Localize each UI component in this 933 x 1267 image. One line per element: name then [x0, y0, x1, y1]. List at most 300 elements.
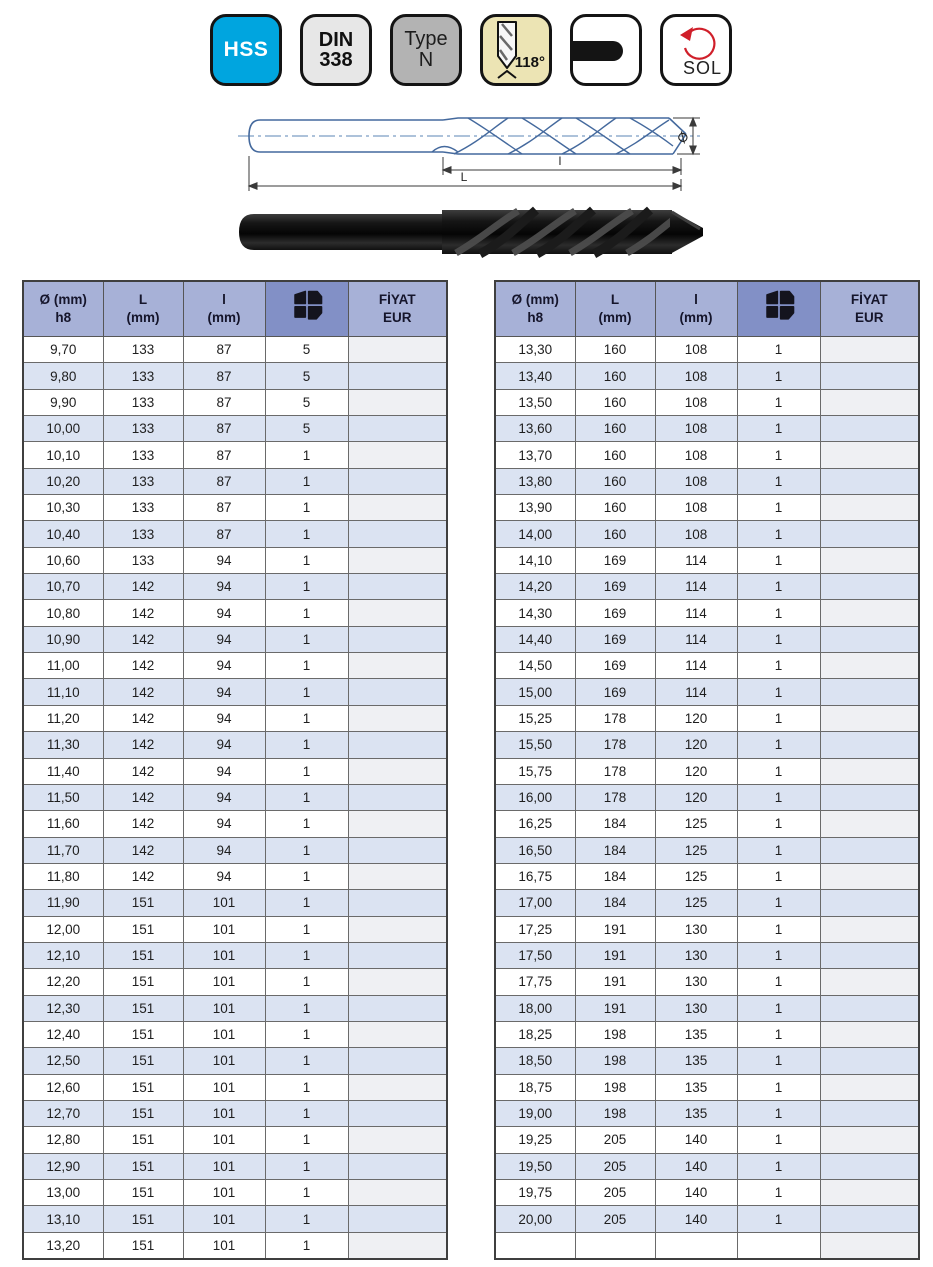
diameter-cell: 12,70	[23, 1100, 103, 1126]
price-cell	[348, 784, 447, 810]
table-row	[495, 784, 919, 810]
pack-qty-cell: 1	[265, 1100, 348, 1126]
header-row	[23, 281, 447, 337]
total-length-cell: 142	[103, 600, 183, 626]
table-row	[23, 995, 447, 1021]
package-quantity-icon	[760, 289, 798, 323]
diameter-cell: 14,50	[495, 653, 575, 679]
total-length-cell: 198	[575, 1021, 655, 1047]
header-row	[495, 281, 919, 337]
flute-length-cell: 108	[655, 521, 737, 547]
price-cell	[820, 468, 919, 494]
price-cell	[820, 389, 919, 415]
col-header-pack-qty	[737, 281, 820, 337]
table-row	[23, 837, 447, 863]
pack-qty-cell: 1	[737, 732, 820, 758]
diameter-cell: 18,50	[495, 1048, 575, 1074]
total-length-cell: 178	[575, 705, 655, 731]
table-row	[495, 600, 919, 626]
col-header-total-length: L (mm)	[103, 281, 183, 337]
price-cell	[348, 1100, 447, 1126]
flute-length-cell: 108	[655, 363, 737, 389]
pack-qty-cell: 1	[737, 863, 820, 889]
table-row	[495, 679, 919, 705]
pack-qty-cell: 1	[737, 837, 820, 863]
table-row	[495, 495, 919, 521]
diameter-cell: 10,60	[23, 547, 103, 573]
total-length-cell: 205	[575, 1153, 655, 1179]
pack-qty-cell: 1	[737, 705, 820, 731]
price-cell	[820, 1021, 919, 1047]
price-cell	[820, 600, 919, 626]
pack-qty-cell: 1	[265, 1153, 348, 1179]
flute-length-cell: 101	[183, 1180, 265, 1206]
diameter-cell: 11,00	[23, 653, 103, 679]
diameter-cell: 15,50	[495, 732, 575, 758]
price-cell	[348, 1048, 447, 1074]
pack-qty-cell: 1	[737, 995, 820, 1021]
table-row	[23, 784, 447, 810]
pack-qty-cell: 1	[737, 784, 820, 810]
total-length-cell: 142	[103, 863, 183, 889]
diameter-cell: 13,10	[23, 1206, 103, 1232]
total-length-cell: 151	[103, 995, 183, 1021]
flute-length-cell: 125	[655, 811, 737, 837]
table-row	[495, 837, 919, 863]
total-length-cell: 142	[103, 837, 183, 863]
flute-length-cell: 94	[183, 626, 265, 652]
flute-length-cell: 130	[655, 995, 737, 1021]
pack-qty-cell: 1	[265, 705, 348, 731]
spec-table-right	[494, 280, 920, 1260]
flute-length-cell: 101	[183, 1153, 265, 1179]
price-cell	[820, 863, 919, 889]
price-cell	[348, 1127, 447, 1153]
total-length-cell: 178	[575, 732, 655, 758]
flute-length-cell: 101	[183, 969, 265, 995]
table-row	[23, 653, 447, 679]
price-cell	[348, 600, 447, 626]
left-rotation-arrow-icon	[677, 21, 721, 61]
flute-length-cell: 125	[655, 890, 737, 916]
flute-length-cell: 94	[183, 758, 265, 784]
flute-length-cell: 94	[183, 732, 265, 758]
total-length-cell: 191	[575, 916, 655, 942]
diameter-cell: 18,25	[495, 1021, 575, 1047]
price-cell	[348, 863, 447, 889]
din-badge-line2: 338	[319, 49, 353, 71]
total-length-label: L	[460, 170, 468, 184]
flute-length-cell: 108	[655, 468, 737, 494]
diameter-cell: 14,00	[495, 521, 575, 547]
flute-length-cell: 94	[183, 653, 265, 679]
diameter-cell: 19,25	[495, 1127, 575, 1153]
flute-length-cell: 135	[655, 1048, 737, 1074]
flute-length-cell: 114	[655, 547, 737, 573]
table-row	[495, 416, 919, 442]
total-length-cell: 151	[103, 1048, 183, 1074]
total-length-cell: 178	[575, 784, 655, 810]
price-cell	[820, 784, 919, 810]
flute-length-cell: 140	[655, 1127, 737, 1153]
flute-length-cell: 114	[655, 653, 737, 679]
table-row	[23, 495, 447, 521]
total-length-cell: 133	[103, 363, 183, 389]
flute-length-cell: 101	[183, 1100, 265, 1126]
col-header-total-length: L (mm)	[575, 281, 655, 337]
price-cell	[348, 890, 447, 916]
drill-point-icon	[490, 20, 524, 82]
price-cell	[820, 442, 919, 468]
diameter-cell: 19,00	[495, 1100, 575, 1126]
diameter-cell: 13,70	[495, 442, 575, 468]
table-row	[23, 705, 447, 731]
total-length-cell: 191	[575, 969, 655, 995]
type-n-badge	[390, 14, 462, 86]
table-row	[495, 521, 919, 547]
pack-qty-cell: 1	[265, 626, 348, 652]
table-row	[23, 1048, 447, 1074]
total-length-cell: 184	[575, 837, 655, 863]
total-length-cell: 160	[575, 521, 655, 547]
din-338-badge	[300, 14, 372, 86]
pack-qty-cell: 1	[737, 363, 820, 389]
price-cell	[348, 337, 447, 363]
total-length-cell: 169	[575, 600, 655, 626]
price-cell	[820, 679, 919, 705]
table-row	[495, 890, 919, 916]
total-length-cell: 178	[575, 758, 655, 784]
diameter-cell: 13,00	[23, 1180, 103, 1206]
pack-qty-cell: 1	[265, 1074, 348, 1100]
price-cell	[348, 837, 447, 863]
table-row	[23, 1074, 447, 1100]
price-cell	[348, 758, 447, 784]
price-cell	[348, 1180, 447, 1206]
hss-badge-label: HSS	[223, 38, 269, 61]
flute-length-cell	[655, 1232, 737, 1259]
price-cell	[820, 1153, 919, 1179]
total-length-cell: 151	[103, 1021, 183, 1047]
pack-qty-cell: 1	[737, 1048, 820, 1074]
table-row	[23, 600, 447, 626]
diameter-cell: 13,40	[495, 363, 575, 389]
table-row	[495, 653, 919, 679]
pack-qty-cell: 1	[265, 547, 348, 573]
diameter-cell: 11,30	[23, 732, 103, 758]
price-cell	[348, 495, 447, 521]
flute-length-cell: 120	[655, 705, 737, 731]
total-length-cell: 133	[103, 337, 183, 363]
diameter-cell: 12,80	[23, 1127, 103, 1153]
shank-icon	[573, 41, 623, 61]
diameter-cell: 9,80	[23, 363, 103, 389]
price-cell	[348, 521, 447, 547]
total-length-cell: 142	[103, 679, 183, 705]
diameter-cell: 10,80	[23, 600, 103, 626]
total-length-cell: 151	[103, 1127, 183, 1153]
table-row	[495, 442, 919, 468]
price-cell	[820, 732, 919, 758]
flute-length-cell: 101	[183, 1127, 265, 1153]
table-row	[495, 732, 919, 758]
table-row	[23, 416, 447, 442]
price-cell	[820, 837, 919, 863]
total-length-cell: 151	[103, 1180, 183, 1206]
diameter-cell: 19,75	[495, 1180, 575, 1206]
price-cell	[820, 521, 919, 547]
price-cell	[348, 679, 447, 705]
price-cell	[348, 942, 447, 968]
diameter-cell: 12,40	[23, 1021, 103, 1047]
total-length-cell	[575, 1232, 655, 1259]
flute-length-cell: 101	[183, 1021, 265, 1047]
flute-length-cell: 130	[655, 969, 737, 995]
pack-qty-cell: 1	[737, 1074, 820, 1100]
total-length-cell: 205	[575, 1127, 655, 1153]
diameter-cell: 10,30	[23, 495, 103, 521]
total-length-cell: 142	[103, 574, 183, 600]
price-cell	[820, 495, 919, 521]
diameter-cell: 15,75	[495, 758, 575, 784]
flute-length-cell: 94	[183, 784, 265, 810]
diameter-cell: 19,50	[495, 1153, 575, 1179]
table-row	[495, 811, 919, 837]
table-row	[23, 521, 447, 547]
flute-length-cell: 114	[655, 600, 737, 626]
pack-qty-cell: 1	[737, 1100, 820, 1126]
flute-length-cell: 94	[183, 547, 265, 573]
pack-qty-cell: 1	[265, 758, 348, 784]
flute-length-cell: 108	[655, 495, 737, 521]
price-cell	[348, 995, 447, 1021]
diameter-cell: 13,20	[23, 1232, 103, 1259]
flute-length-cell: 101	[183, 1048, 265, 1074]
pack-qty-cell: 5	[265, 416, 348, 442]
col-header-diameter: Ø (mm) h8	[495, 281, 575, 337]
flute-length-cell: 125	[655, 837, 737, 863]
diameter-cell: 11,90	[23, 890, 103, 916]
price-cell	[820, 1127, 919, 1153]
flute-length-cell: 125	[655, 863, 737, 889]
price-cell	[348, 389, 447, 415]
diameter-cell: 12,10	[23, 942, 103, 968]
table-row	[23, 942, 447, 968]
total-length-cell: 160	[575, 468, 655, 494]
table-row	[495, 1206, 919, 1232]
flute-length-cell: 87	[183, 363, 265, 389]
total-length-cell: 133	[103, 521, 183, 547]
pack-qty-cell: 5	[265, 363, 348, 389]
flute-length-cell: 108	[655, 416, 737, 442]
price-cell	[348, 363, 447, 389]
total-length-cell: 142	[103, 653, 183, 679]
diameter-cell: 18,00	[495, 995, 575, 1021]
table-row	[23, 732, 447, 758]
diameter-cell: 13,50	[495, 389, 575, 415]
table-row	[495, 942, 919, 968]
table-row	[23, 969, 447, 995]
total-length-cell: 198	[575, 1048, 655, 1074]
total-length-cell: 169	[575, 547, 655, 573]
flute-length-dimension	[443, 157, 681, 175]
table-row	[23, 363, 447, 389]
table-row	[495, 389, 919, 415]
flute-length-cell: 101	[183, 1232, 265, 1259]
price-cell	[348, 1153, 447, 1179]
diameter-cell: 10,70	[23, 574, 103, 600]
total-length-cell: 151	[103, 1153, 183, 1179]
table-row	[495, 574, 919, 600]
table-row	[23, 626, 447, 652]
price-cell	[348, 705, 447, 731]
diameter-cell: 12,00	[23, 916, 103, 942]
table-row	[495, 916, 919, 942]
diameter-cell: 12,60	[23, 1074, 103, 1100]
pack-qty-cell: 1	[737, 468, 820, 494]
flute-length-cell: 108	[655, 337, 737, 363]
type-badge-line1: Type	[404, 28, 448, 50]
table-row	[495, 969, 919, 995]
diameter-cell: 10,20	[23, 468, 103, 494]
price-cell	[820, 1100, 919, 1126]
flute-length-cell: 130	[655, 942, 737, 968]
pack-qty-cell: 1	[265, 1232, 348, 1259]
price-cell	[348, 1021, 447, 1047]
pack-qty-cell: 1	[265, 942, 348, 968]
price-cell	[348, 574, 447, 600]
technical-drawing	[236, 96, 702, 199]
diameter-cell: 17,50	[495, 942, 575, 968]
table-row	[495, 626, 919, 652]
pack-qty-cell: 1	[265, 837, 348, 863]
table-row	[495, 1127, 919, 1153]
cylindrical-shank-badge	[570, 14, 642, 86]
flute-length-cell: 94	[183, 863, 265, 889]
pack-qty-cell: 1	[265, 890, 348, 916]
diameter-cell: 10,90	[23, 626, 103, 652]
diameter-cell: 10,00	[23, 416, 103, 442]
total-length-cell: 142	[103, 732, 183, 758]
feature-badges	[210, 14, 732, 86]
total-length-cell: 184	[575, 811, 655, 837]
price-cell	[348, 732, 447, 758]
flute-length-cell: 87	[183, 495, 265, 521]
diameter-cell	[495, 1232, 575, 1259]
diameter-cell: 12,30	[23, 995, 103, 1021]
diameter-cell: 17,75	[495, 969, 575, 995]
table-row	[495, 547, 919, 573]
flute-length-label: l	[558, 154, 562, 168]
pack-qty-cell: 1	[737, 600, 820, 626]
total-length-cell: 205	[575, 1206, 655, 1232]
diameter-cell: 13,30	[495, 337, 575, 363]
diameter-label: Ø	[673, 128, 692, 146]
flute-length-cell: 135	[655, 1100, 737, 1126]
diameter-cell: 11,80	[23, 863, 103, 889]
diameter-cell: 13,90	[495, 495, 575, 521]
table-row	[23, 758, 447, 784]
flute-length-cell: 140	[655, 1180, 737, 1206]
col-header-flute-length: l (mm)	[655, 281, 737, 337]
pack-qty-cell: 1	[265, 969, 348, 995]
flute-length-cell: 135	[655, 1074, 737, 1100]
price-cell	[348, 653, 447, 679]
flute-length-cell: 87	[183, 442, 265, 468]
pack-qty-cell: 1	[265, 995, 348, 1021]
table-row	[23, 1100, 447, 1126]
pack-qty-cell: 1	[265, 916, 348, 942]
price-cell	[348, 1232, 447, 1259]
flute-length-cell: 120	[655, 784, 737, 810]
total-length-cell: 160	[575, 442, 655, 468]
diameter-cell: 14,10	[495, 547, 575, 573]
flute-length-cell: 94	[183, 837, 265, 863]
table-row	[495, 1100, 919, 1126]
flute-length-cell: 94	[183, 600, 265, 626]
table-row	[495, 1180, 919, 1206]
diameter-cell: 14,20	[495, 574, 575, 600]
flute-length-cell: 108	[655, 442, 737, 468]
total-length-cell: 160	[575, 495, 655, 521]
total-length-cell: 198	[575, 1100, 655, 1126]
total-length-cell: 142	[103, 784, 183, 810]
diameter-cell: 16,00	[495, 784, 575, 810]
table-row	[23, 574, 447, 600]
price-cell	[820, 890, 919, 916]
diameter-cell: 12,50	[23, 1048, 103, 1074]
table-row	[495, 468, 919, 494]
diameter-cell: 10,40	[23, 521, 103, 547]
point-angle-label: 118°	[514, 54, 545, 71]
point-angle-badge	[480, 14, 552, 86]
table-row	[495, 1153, 919, 1179]
flute-length-cell: 87	[183, 389, 265, 415]
table-row	[23, 1206, 447, 1232]
total-length-cell: 160	[575, 363, 655, 389]
hss-badge	[210, 14, 282, 86]
flute-length-cell: 87	[183, 337, 265, 363]
flute-length-cell: 87	[183, 521, 265, 547]
total-length-cell: 160	[575, 337, 655, 363]
price-cell	[820, 1232, 919, 1259]
pack-qty-cell: 1	[265, 1206, 348, 1232]
flute-length-cell: 101	[183, 916, 265, 942]
pack-qty-cell: 1	[737, 389, 820, 415]
total-length-cell: 133	[103, 442, 183, 468]
table-row	[495, 995, 919, 1021]
diameter-cell: 13,80	[495, 468, 575, 494]
diameter-cell: 11,60	[23, 811, 103, 837]
price-cell	[820, 705, 919, 731]
price-cell	[820, 758, 919, 784]
pack-qty-cell: 1	[737, 916, 820, 942]
table-row	[495, 1021, 919, 1047]
total-length-cell: 151	[103, 1074, 183, 1100]
table-row	[23, 1232, 447, 1259]
diameter-cell: 12,20	[23, 969, 103, 995]
pack-qty-cell: 1	[737, 574, 820, 600]
table-row	[23, 916, 447, 942]
table-row	[495, 1048, 919, 1074]
pack-qty-cell: 1	[737, 890, 820, 916]
flute-length-cell: 101	[183, 1074, 265, 1100]
total-length-cell: 142	[103, 705, 183, 731]
table-row	[495, 1074, 919, 1100]
pack-qty-cell: 1	[737, 495, 820, 521]
diameter-cell: 9,70	[23, 337, 103, 363]
flute-length-cell: 130	[655, 916, 737, 942]
